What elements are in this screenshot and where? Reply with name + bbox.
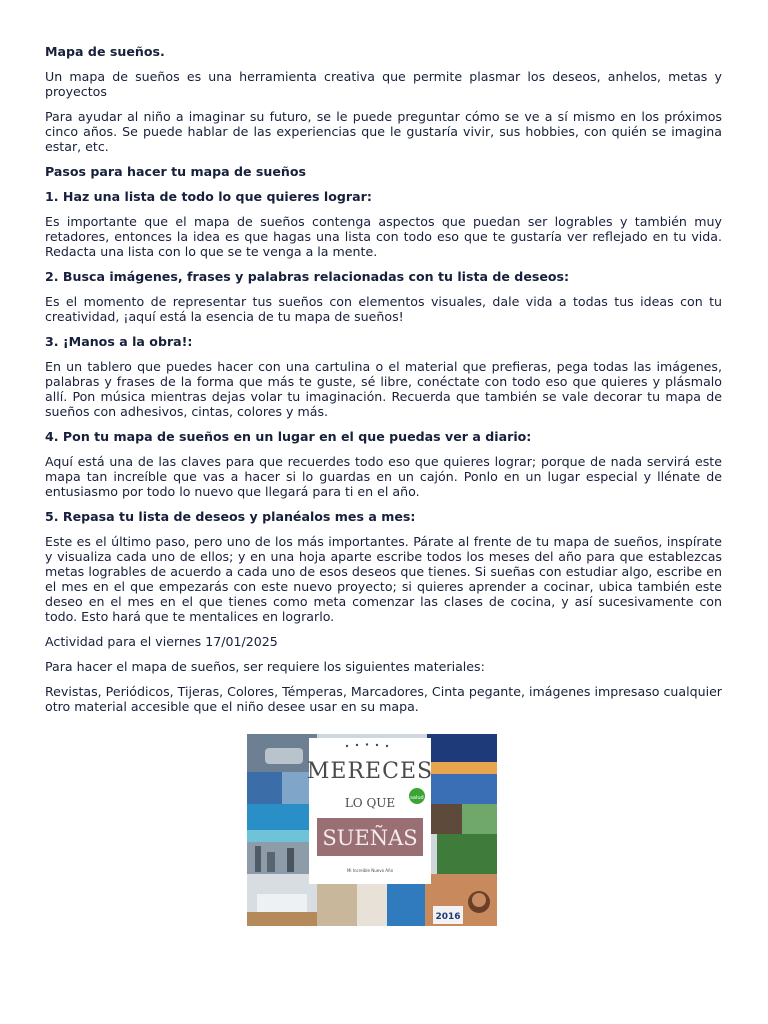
step-3-heading: 3. ¡Manos a la obra!: (45, 334, 193, 349)
materials-intro: Para hacer el mapa de sueños, ser requiere los siguientes materiales: (45, 659, 485, 674)
step-3-body: En un tablero que puedes hacer con una cartulina o el material que prefieras, pega todas las imágenes, palabras y frases de la forma que más te guste, sé libre, conéctate con todo eso que quieres y plásmalo allí. Pon música mientras dejas volar tu imaginación. Recuerda que también se vale decorar tu mapa de sueños con adhesivos, cintas, colores y más. (45, 359, 722, 419)
doc-title: Mapa de sueños. (45, 44, 165, 59)
step-1-body: Es importante que el mapa de sueños contenga aspectos que puedan ser logrables y también muy retadores, entonces la idea es que hagas una lista con todo eso que te gustaría ver reflejado en tu vida. Redacta una lista con lo que se te venga a la mente. (45, 214, 722, 259)
step-4-heading: 4. Pon tu mapa de sueños en un lugar en el que puedas ver a diario: (45, 429, 532, 444)
collage-year: 2016 (435, 912, 461, 922)
intro-paragraph-2: Para ayudar al niño a imaginar su futuro, se le puede preguntar cómo se ve a sí mismo en los próximos cinco años. Se puede hablar de las experiencias que le gustaría vivir, sus hobbies, con quién se imagina estar, etc. (45, 109, 722, 154)
collage-badge: salud (410, 795, 424, 801)
intro-paragraph-1: Un mapa de sueños es una herramienta creativa que permite plasmar los deseos, anhelos, metas y proyectos (45, 69, 722, 99)
step-1-heading: 1. Haz una lista de todo lo que quieres lograr: (45, 189, 372, 204)
step-4-body: Aquí está una de las claves para que recuerdes todo eso que quieres lograr; porque de nada servirá este mapa tan increíble que vas a hacer si lo guardas en un cajón. Ponlo en un lugar especial y llénate de entusiasmo por todo lo nuevo que llegará para ti en el año. (45, 454, 722, 499)
step-5-body: Este es el último paso, pero uno de los más importantes. Párate al frente de tu mapa de sueños, inspírate y visualiza cada uno de ellos; y en una hoja aparte escribe todos los meses del año para que establezcas metas logrables de acuerdo a cada uno de esos deseos que tienes. Si sueñas con estudiar algo, escribe en el mes en el que empezarás con este nuevo proyecto; si quieres aprender a cocinar, ubica también este deseo en el mes en el que tienes como meta comenzar las clases de cocina, y así sucesivamente con todo. Esto hará que te mentalices en lograrlo. (45, 534, 722, 624)
collage-word-suenas: SUEÑAS (322, 826, 418, 850)
document-body (45, 44, 722, 724)
step-2-heading: 2. Busca imágenes, frases y palabras relacionadas con tu lista de deseos: (45, 269, 570, 284)
dream-map-collage-image (247, 734, 497, 926)
steps-heading: Pasos para hacer tu mapa de sueños (45, 164, 307, 179)
activity-date: Actividad para el viernes 17/01/2025 (45, 634, 278, 649)
step-2-body: Es el momento de representar tus sueños con elementos visuales, dale vida a todas tus ideas con tu creatividad, ¡aquí está la esencia de tu mapa de sueños! (45, 294, 722, 324)
collage-caption: Mi Increíble Nuevo Año (346, 868, 394, 873)
materials-list: Revistas, Periódicos, Tijeras, Colores, Témperas, Marcadores, Cinta pegante, imágenes impresaso cualquier otro material accesible que el niño desee usar en su mapa. (45, 684, 722, 714)
collage-word-mereces: MERECES (306, 759, 434, 784)
step-5-heading: 5. Repasa tu lista de deseos y planéalos mes a mes: (45, 509, 416, 524)
collage-word-lo-que: LO QUE (344, 796, 396, 810)
